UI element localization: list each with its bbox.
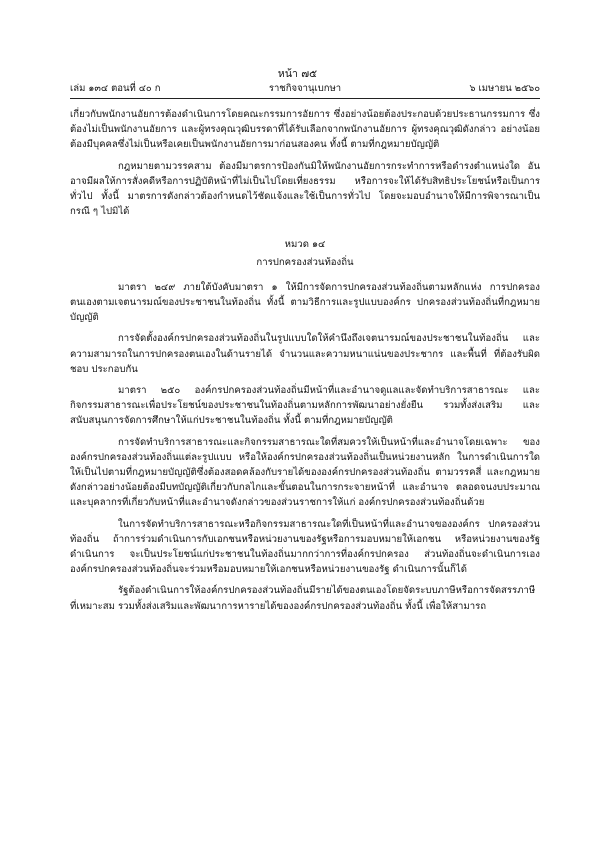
paragraph: การจัดทำบริการสาธารณะและกิจกรรมสาธารณะใดที่สมควรให้เป็นหน้าที่และอำนาจโดยเฉพาะ ขององค์กรปกครองส่วนท้องถิ่นแต่ละรูปแบบ หรือให้องค์กรปกครองส่วนท้องถิ่นเป็นหน่วยงานหลัก ในการดำเนินการใด ให้เป็นไปตามที่กฎหมายบัญญัติซึ่งต้องสอดคล้องกับรายได้ขององค์กรปกครองส่วนท้องถิ่น ตามวรรคสี่ และกฎหมายดังกล่าวอย่างน้อยต้องมีบทบัญญัติเกี่ยวกับกลไกและขั้นตอนในการกระจายหน้าที่ และอำนาจ ตลอดจนงบประมาณและบุคลากรที่เกี่ยวกับหน้าที่และอำนาจดังกล่าวของส่วนราชการให้แก่ องค์กรปกครองส่วนท้องถิ่นด้วย (70, 436, 540, 509)
gazette-header (70, 81, 540, 95)
paragraph: การจัดตั้งองค์กรปกครองส่วนท้องถิ่นในรูปแบบใดให้คำนึงถึงเจตนารมณ์ของประชาชนในท้องถิ่น และความสามารถในการปกครองตนเองในด้านรายได้ จำนวนและความหนาแน่นของประชากร และพื้นที่ ที่ต้องรับผิดชอบ ประกอบกัน (70, 333, 540, 375)
paragraph: เกี่ยวกับพนักงานอัยการต้องดำเนินการโดยคณะกรรมการอัยการ ซึ่งอย่างน้อยต้องประกอบด้วยประธานกรรมการ ซึ่งต้องไม่เป็นพนักงานอัยการ และผู้ทรงคุณวุฒิบรรดาที่ได้รับเลือกจากพนักงานอัยการ ผู้ทรงคุณวุฒิดังกล่าว อย่างน้อยต้องมีบุคคลซึ่งไม่เป็นหรือเคยเป็นพนักงานอัยการมาก่อนสองคน ทั้งนี้ ตามที่กฎหมายบัญญัติ (70, 109, 540, 151)
chapter-title: การปกครองส่วนท้องถิ่น (256, 256, 354, 268)
section-paragraph: มาตรา ๒๔๙ ภายใต้บังคับมาตรา ๑ ให้มีการจัดการปกครองส่วนท้องถิ่นตามหลักแห่ง การปกครองตนเองตามเจตนารมณ์ของประชาชนในท้องถิ่น ทั้งนี้ ตามวิธีการและรูปแบบองค์กร ปกครองส่วนท้องถิ่นที่กฎหมายบัญญัติ (70, 281, 540, 324)
volume-issue: เล่ม ๑๓๔ ตอนที่ ๔๐ ก (70, 83, 161, 94)
publication-date: ๖ เมษายน ๒๕๖๐ (469, 83, 540, 94)
header-divider (70, 98, 540, 99)
paragraph: กฎหมายตามวรรคสาม ต้องมีมาตรการป้องกันมิให้พนักงานอัยการกระทำการหรือดำรงตำแหน่งใด อันอาจมีผลให้การสั่งคดีหรือการปฏิบัติหน้าที่ไม่เป็นไปโดยเที่ยงธรรม หรือการจะให้ได้รับสิทธิประโยชน์หรือเป็นการทั่วไป ทั้งนี้ มาตรการดังกล่าวต้องกำหนดไว้ชัดแจ้งและใช้เป็นการทั่วไป โดยจะมอบอำนาจให้มีการพิจารณาเป็นกรณี ๆ ไปมิได้ (70, 160, 540, 218)
page-number: หน้า ๗๕ (277, 68, 318, 80)
document-body (70, 107, 540, 620)
paragraph: รัฐต้องดำเนินการให้องค์กรปกครองส่วนท้องถิ่นมีรายได้ของตนเองโดยจัดระบบภาษีหรือการจัดสรรภาษี ที่เหมาะสม รวมทั้งส่งเสริมและพัฒนาการหารายได้ขององค์กรปกครองส่วนท้องถิ่น ทั้งนี้ เพื่อให้สามารถ (70, 585, 536, 612)
paragraph: ในการจัดทำบริการสาธารณะหรือกิจกรรมสาธารณะใดที่เป็นหน้าที่และอำนาจขององค์กร ปกครองส่วนท้องถิ่น ถ้าการร่วมดำเนินการกับเอกชนหรือหน่วยงานของรัฐหรือการมอบหมายให้เอกชน หรือหน่วยงานของรัฐดำเนินการ จะเป็นประโยชน์แก่ประชาชนในท้องถิ่นมากกว่าการที่องค์กรปกครอง ส่วนท้องถิ่นจะดำเนินการเอง องค์กรปกครองส่วนท้องถิ่นจะร่วมหรือมอบหมายให้เอกชนหรือหน่วยงานของรัฐ ดำเนินการนั้นก็ได้ (70, 518, 540, 576)
chapter-heading: หมวด ๑๔ (284, 239, 326, 251)
gazette-title: ราชกิจจานุเบกษา (268, 83, 342, 94)
section-paragraph: มาตรา ๒๕๐ องค์กรปกครองส่วนท้องถิ่นมีหน้าที่และอำนาจดูแลและจัดทำบริการสาธารณะ และกิจกรรมสาธารณะเพื่อประโยชน์ของประชาชนในท้องถิ่นตามหลักการพัฒนาอย่างยั่งยืน รวมทั้งส่งเสริม และสนับสนุนการจัดการศึกษาให้แก่ประชาชนในท้องถิ่น ทั้งนี้ ตามที่กฎหมายบัญญัติ (70, 385, 540, 427)
